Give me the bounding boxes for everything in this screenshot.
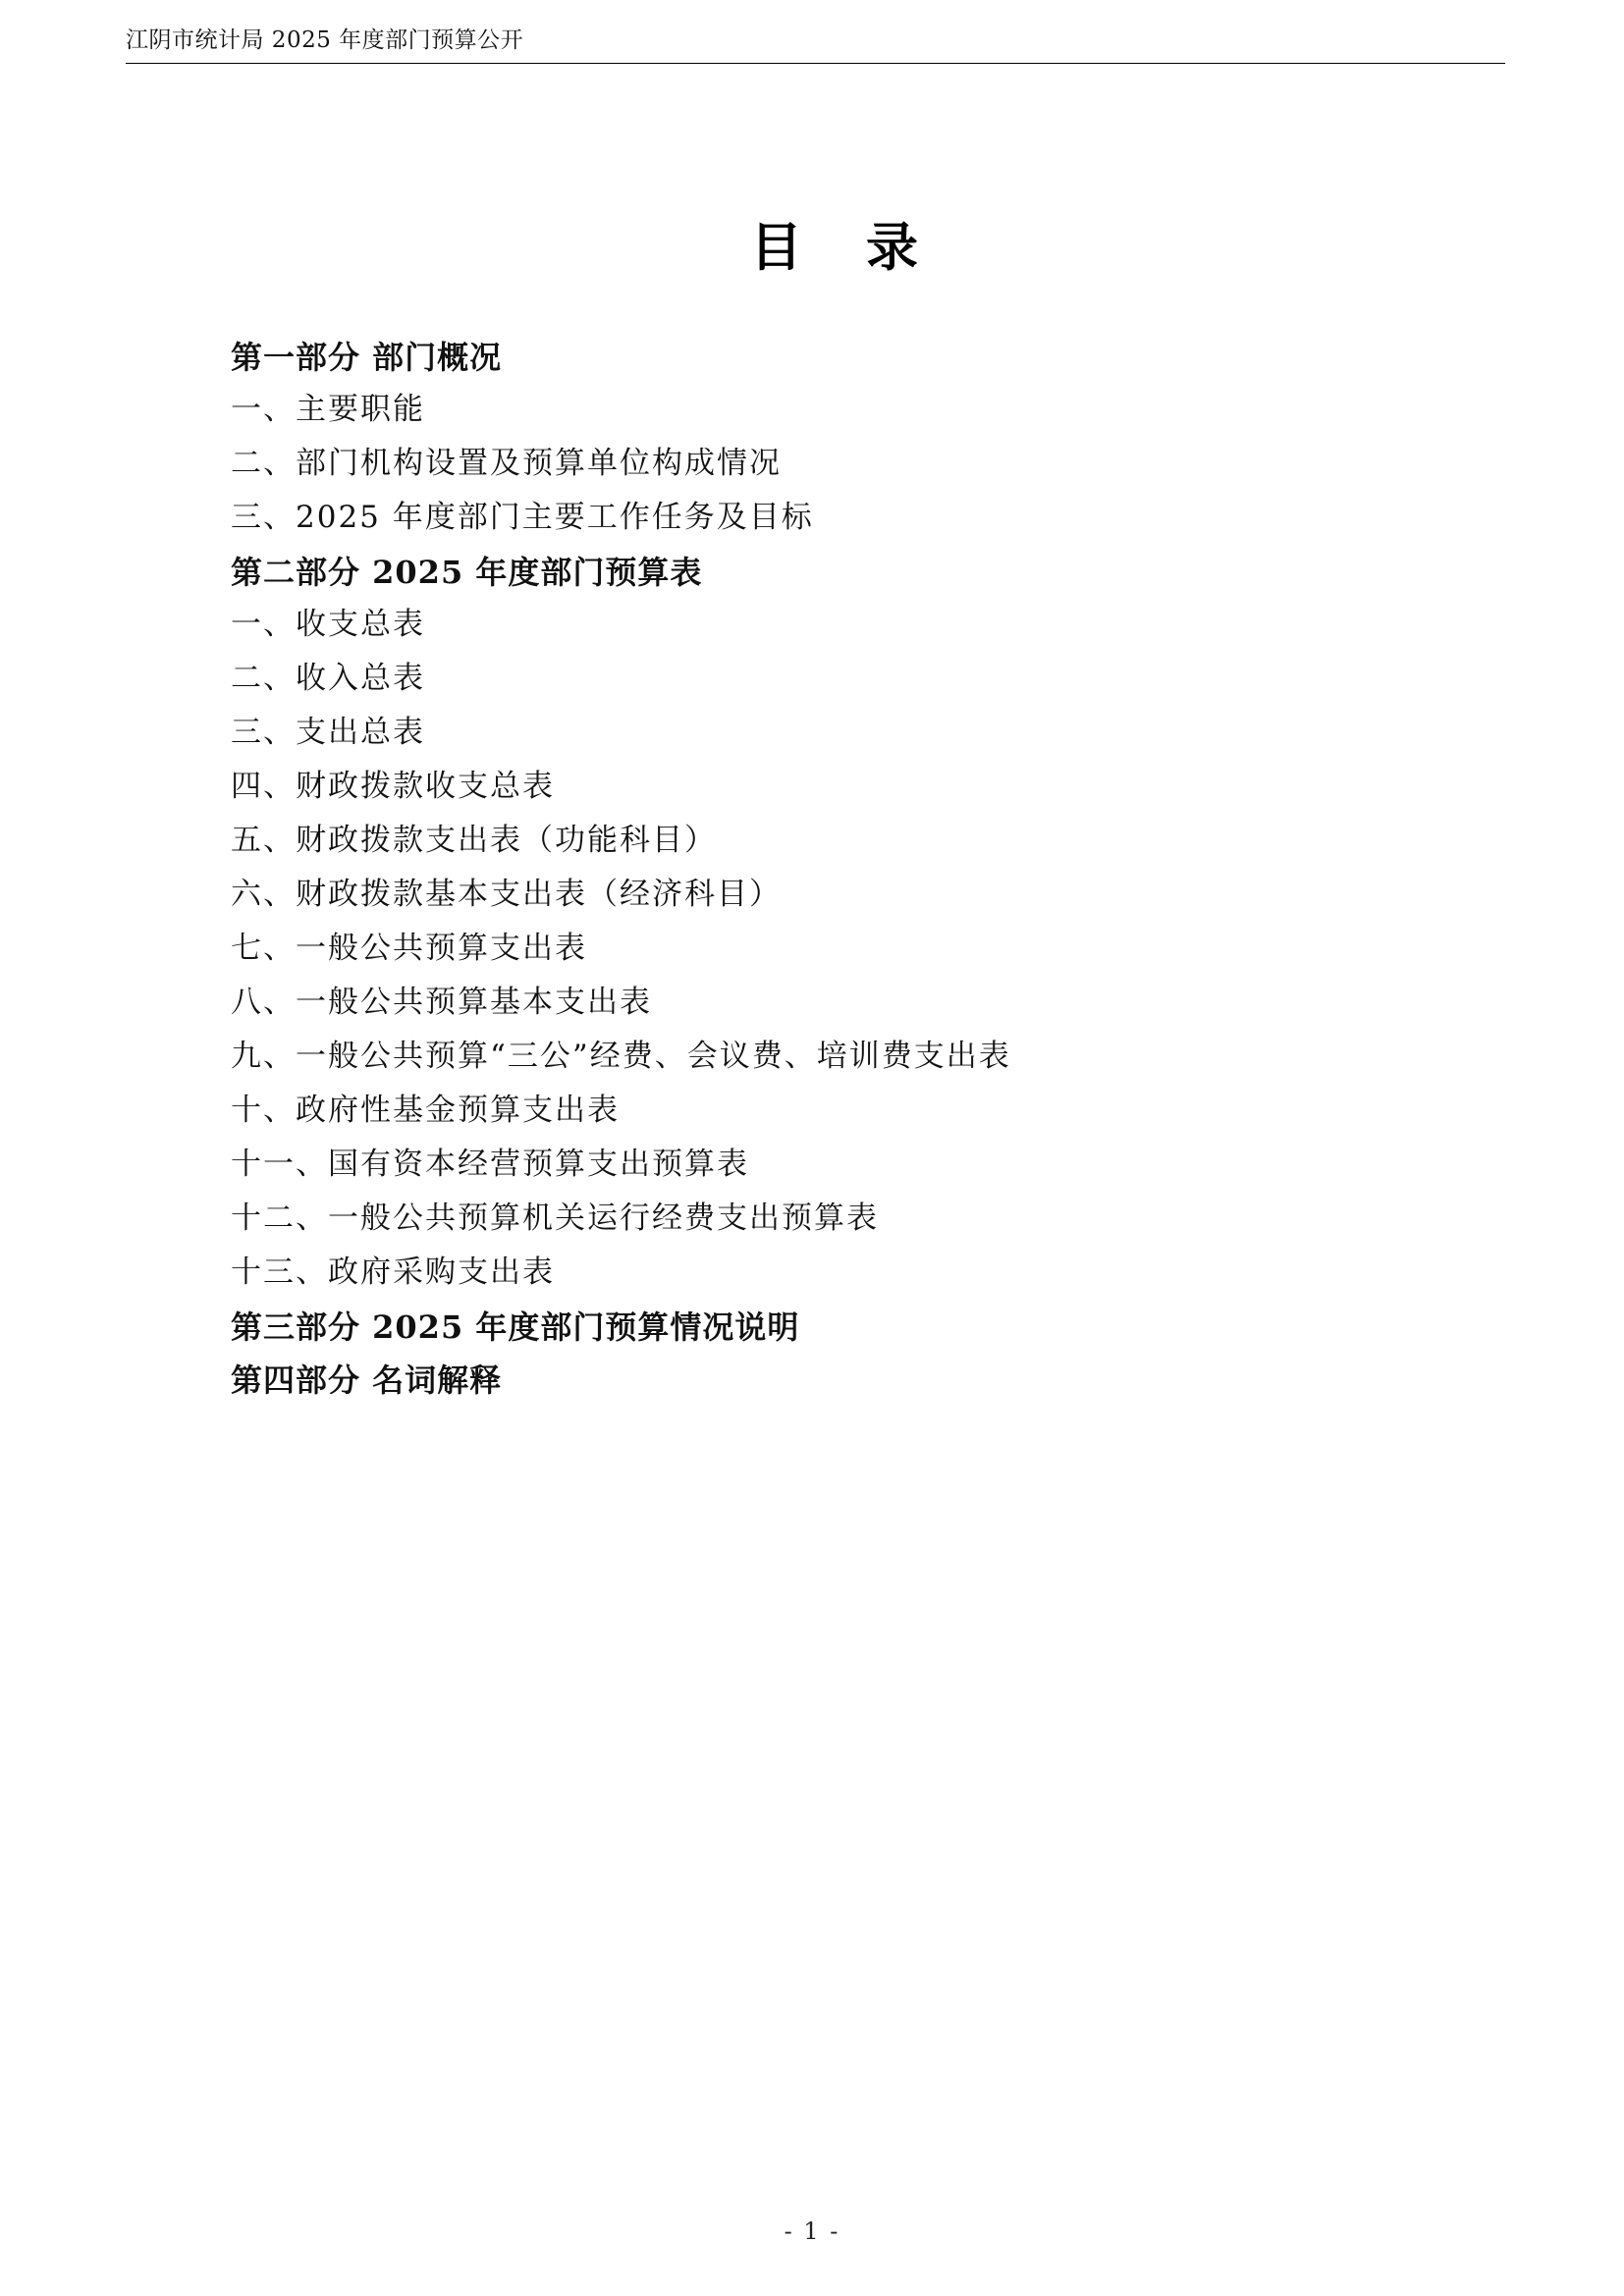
toc-item-org-structure[interactable]: 二、部门机构设置及预算单位构成情况: [231, 446, 782, 481]
table-of-contents: [231, 339, 1428, 1399]
toc-item-general-public-budget-expense[interactable]: 七、一般公共预算支出表: [231, 931, 587, 966]
toc-item-part-1[interactable]: 第一部分 部门概况: [231, 339, 503, 376]
toc-item-income-expense-summary[interactable]: 一、收支总表: [231, 607, 425, 642]
toc-item-main-duties[interactable]: 一、主要职能: [231, 392, 425, 427]
page-content: [0, 206, 1624, 1417]
header-divider: [126, 63, 1505, 64]
page-number: - 1 -: [784, 2217, 840, 2245]
toc-item-part-3[interactable]: 第三部分 2025 年度部门预算情况说明: [231, 1308, 800, 1346]
toc-item-fiscal-appropriation-summary[interactable]: 四、财政拨款收支总表: [231, 769, 555, 804]
toc-item-work-tasks[interactable]: 三、2025 年度部门主要工作任务及目标: [231, 500, 814, 535]
running-title: 江阴市统计局 2025 年度部门预算公开: [126, 27, 524, 53]
toc-item-government-fund-budget-expense[interactable]: 十、政府性基金预算支出表: [231, 1093, 620, 1128]
page-header: [0, 0, 1624, 74]
toc-item-part-2[interactable]: 第二部分 2025 年度部门预算表: [231, 554, 703, 591]
page-title: 目 录: [750, 217, 924, 278]
toc-item-general-public-budget-basic-expense[interactable]: 八、一般公共预算基本支出表: [231, 985, 652, 1020]
toc-item-expense-summary[interactable]: 三、支出总表: [231, 715, 425, 750]
toc-item-fiscal-expense-function[interactable]: 五、财政拨款支出表（功能科目）: [231, 823, 717, 858]
toc-item-part-4[interactable]: 第四部分 名词解释: [231, 1362, 503, 1399]
toc-item-agency-operating-expense[interactable]: 十二、一般公共预算机关运行经费支出预算表: [231, 1201, 879, 1236]
page-footer: [0, 2217, 1624, 2245]
toc-item-government-procurement-expense[interactable]: 十三、政府采购支出表: [231, 1255, 555, 1290]
toc-item-fiscal-basic-expense-economic[interactable]: 六、财政拨款基本支出表（经济科目）: [231, 877, 782, 912]
toc-item-three-public-expenses[interactable]: 九、一般公共预算“三公”经费、会议费、培训费支出表: [231, 1039, 1011, 1074]
toc-item-income-summary[interactable]: 二、收入总表: [231, 661, 425, 696]
toc-item-state-capital-operation-budget[interactable]: 十一、国有资本经营预算支出预算表: [231, 1147, 749, 1182]
